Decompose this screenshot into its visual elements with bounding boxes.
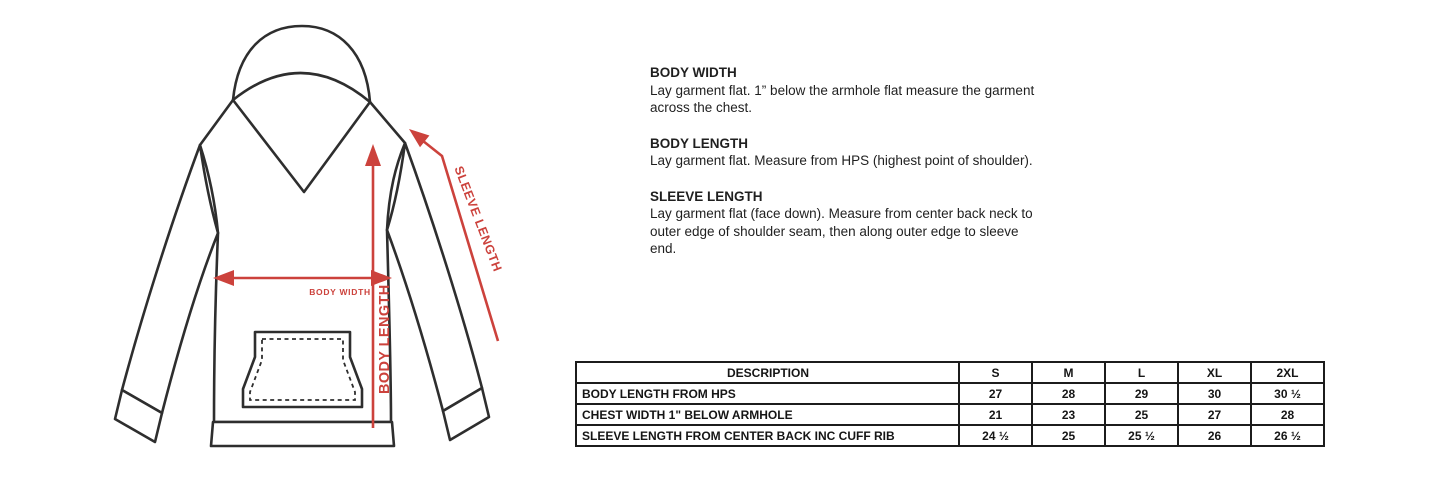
hoodie-left-sleeve [122, 145, 218, 413]
size-value: 23 [1032, 404, 1105, 425]
size-value: 26 ½ [1251, 425, 1324, 446]
size-value: 24 ½ [959, 425, 1032, 446]
body-length-label: BODY LENGTH [377, 284, 393, 394]
size-value: 27 [959, 383, 1032, 404]
size-value: 28 [1251, 404, 1324, 425]
row-description: CHEST WIDTH 1" BELOW ARMHOLE [576, 404, 959, 425]
table-row-body-length [576, 383, 1324, 404]
instruction-text: Lay garment flat. 1” below the armhole flat measure the garment across the chest. [650, 82, 1035, 115]
size-chart-header-row [576, 362, 1324, 383]
column-header-description: DESCRIPTION [576, 362, 959, 383]
hoodie-measurement-diagram [110, 5, 570, 475]
table-row-sleeve-length [576, 425, 1324, 446]
instruction-title: SLEEVE LENGTH [650, 188, 763, 204]
size-value: 25 [1032, 425, 1105, 446]
size-value: 25 ½ [1105, 425, 1178, 446]
size-chart-table [575, 361, 1325, 447]
column-header-m: M [1032, 362, 1105, 383]
instruction-title: BODY LENGTH [650, 135, 749, 151]
row-description: SLEEVE LENGTH FROM CENTER BACK INC CUFF RIB [576, 425, 959, 446]
measurement-instructions [650, 64, 1040, 276]
column-header-xl: XL [1178, 362, 1251, 383]
instruction-title: BODY WIDTH [650, 65, 737, 80]
size-value: 30 [1178, 383, 1251, 404]
hoodie-waistband [211, 422, 394, 446]
instruction-body-width [650, 64, 1040, 117]
instruction-body-length [650, 135, 1040, 170]
size-value: 29 [1105, 383, 1178, 404]
size-value: 28 [1032, 383, 1105, 404]
row-description: BODY LENGTH FROM HPS [576, 383, 959, 404]
size-value: 21 [959, 404, 1032, 425]
instruction-text: Lay garment flat (face down). Measure from center back neck to outer edge of shoulder seam, then along outer edge to sleeve end. [650, 206, 1033, 256]
instruction-sleeve-length [650, 188, 1040, 258]
body-width-label: BODY WIDTH [309, 287, 371, 297]
size-value: 25 [1105, 404, 1178, 425]
size-value: 26 [1178, 425, 1251, 446]
size-value: 30 ½ [1251, 383, 1324, 404]
instruction-text: Lay garment flat. Measure from HPS (highest point of shoulder). [650, 153, 1033, 168]
size-value: 27 [1178, 404, 1251, 425]
column-header-l: L [1105, 362, 1178, 383]
hoodie-pocket [243, 332, 362, 407]
column-header-2xl: 2XL [1251, 362, 1324, 383]
column-header-s: S [959, 362, 1032, 383]
sleeve-length-label: SLEEVE LENGTH [451, 164, 505, 274]
table-row-chest-width [576, 404, 1324, 425]
